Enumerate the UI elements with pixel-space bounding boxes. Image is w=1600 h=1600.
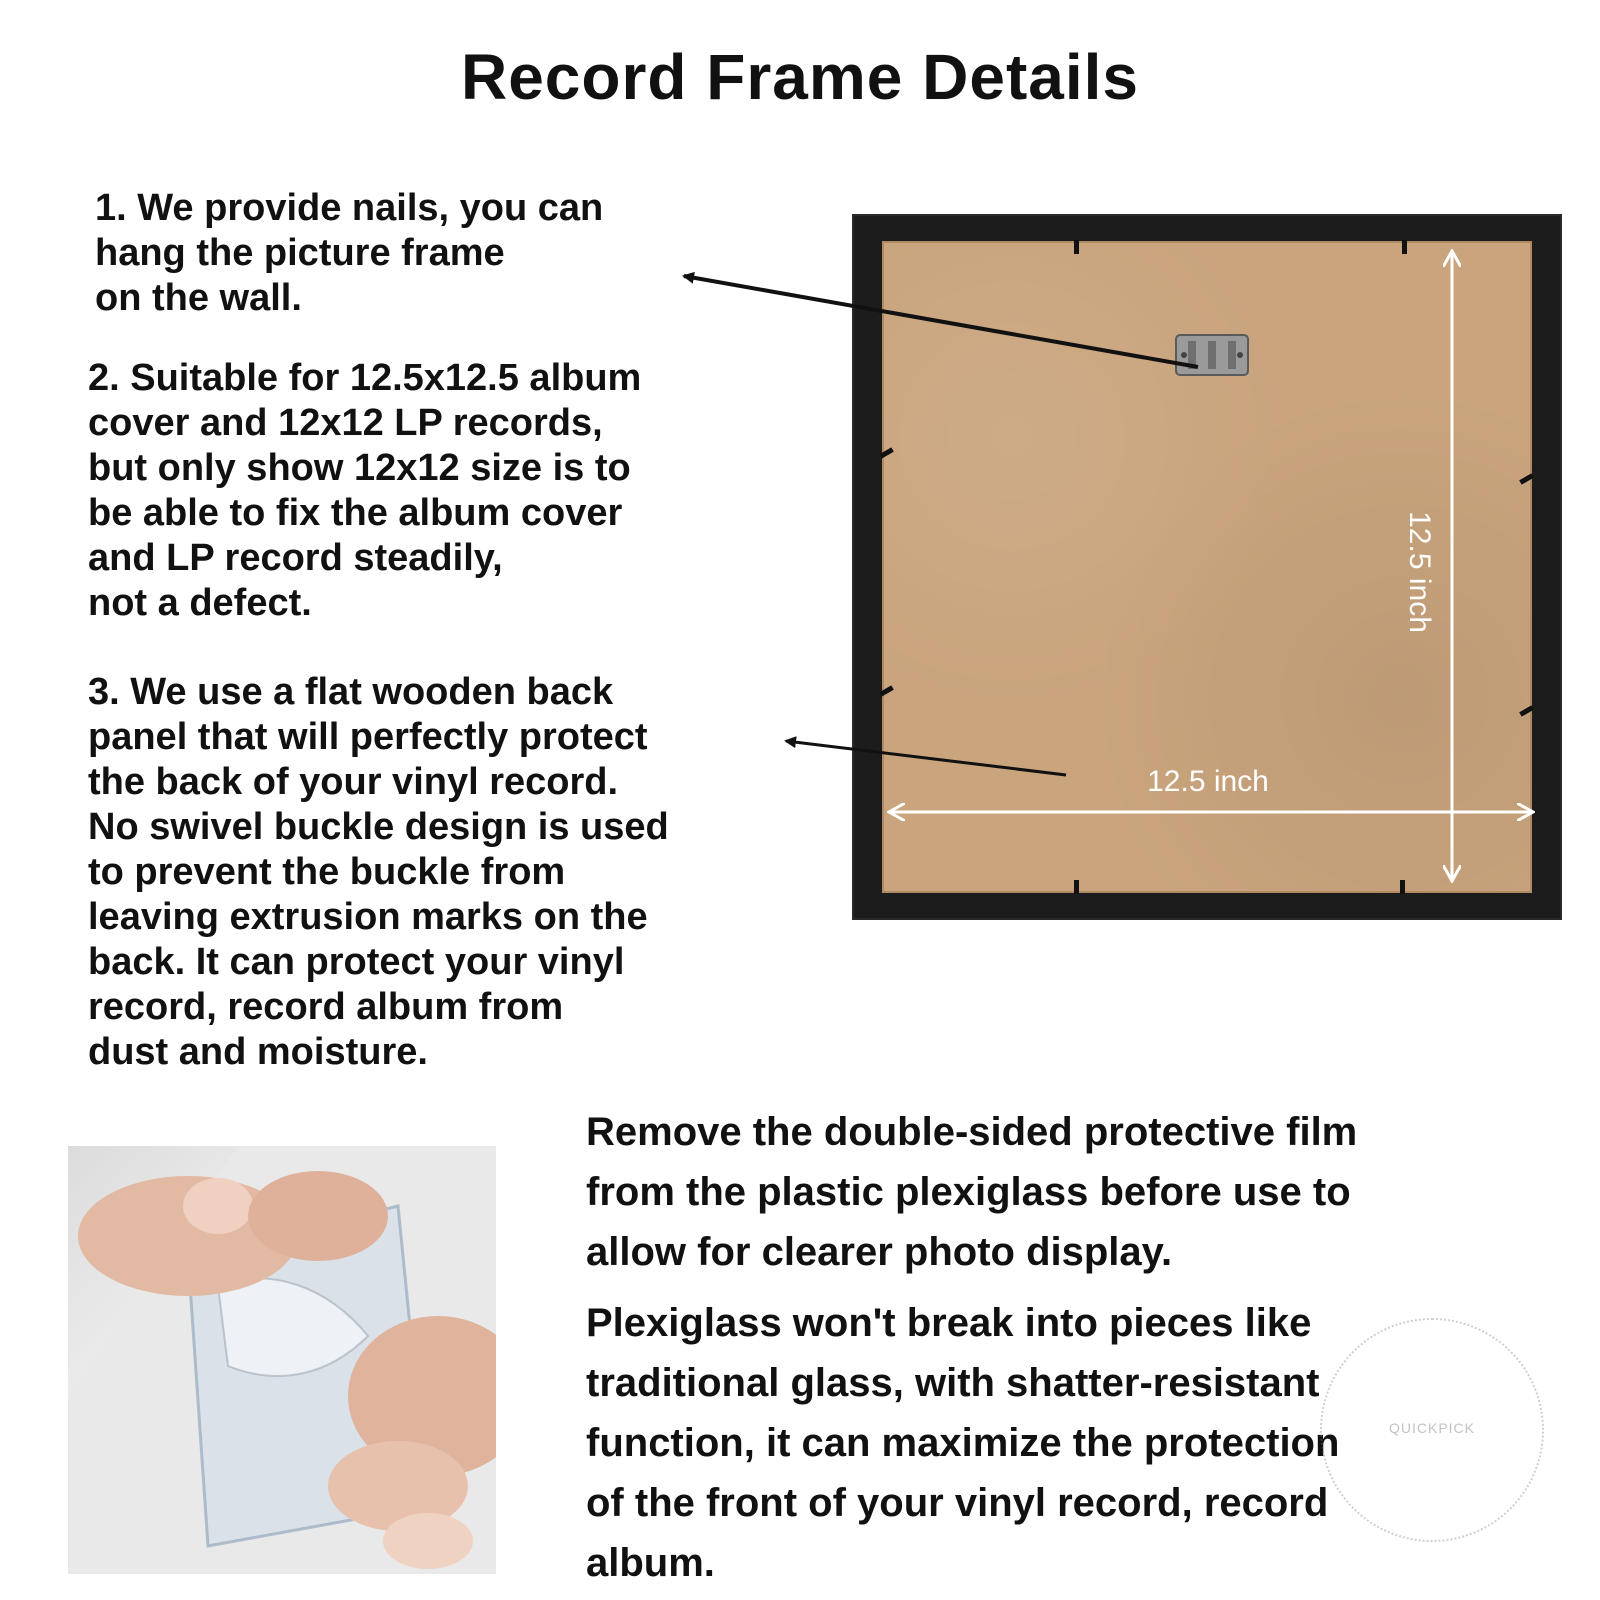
retaining-clip: [1074, 880, 1079, 894]
retaining-clip: [1402, 240, 1407, 254]
retaining-clip: [1074, 240, 1079, 254]
detail-item-back-panel: 3. We use a flat wooden back panel that will perfectly protect the back of your vinyl record. No swivel buckle design is used to prevent the buckle from leaving extrusion marks on the back. It can protect your vinyl record, record album from dust and moisture.: [88, 671, 669, 1073]
detail-item-size: 2. Suitable for 12.5x12.5 album cover and 12x12 LP records, but only show 12x12 size is to be able to fix the album cover and LP record steadily, not a defect.: [88, 357, 642, 624]
wooden-back-panel: [882, 241, 1532, 893]
page-title: Record Frame Details: [460, 41, 1140, 113]
plexiglass-note: Plexiglass won't break into pieces like traditional glass, with shatter-resistant function, it can maximize the protection of the front of your vinyl record, record album.: [586, 1301, 1340, 1585]
peeling-film-photo: [68, 1146, 496, 1574]
watermark-text: QUICKPICK: [1388, 1420, 1475, 1436]
width-label: 12.5 inch: [1147, 765, 1269, 798]
film-removal-note: Remove the double-sided protective film from the plastic plexiglass before use to allow for clearer photo display.: [586, 1110, 1358, 1274]
sawtooth-hanger-icon: [1174, 333, 1250, 377]
hands-peeling-film-illustration: [68, 1146, 496, 1574]
detail-item-nails: 1. We provide nails, you can hang the picture frame on the wall.: [95, 187, 604, 319]
height-label: 12.5 inch: [1403, 511, 1436, 633]
record-frame-back-image: [852, 214, 1562, 920]
watermark-seal: [1320, 1318, 1544, 1542]
retaining-clip: [1400, 880, 1405, 894]
